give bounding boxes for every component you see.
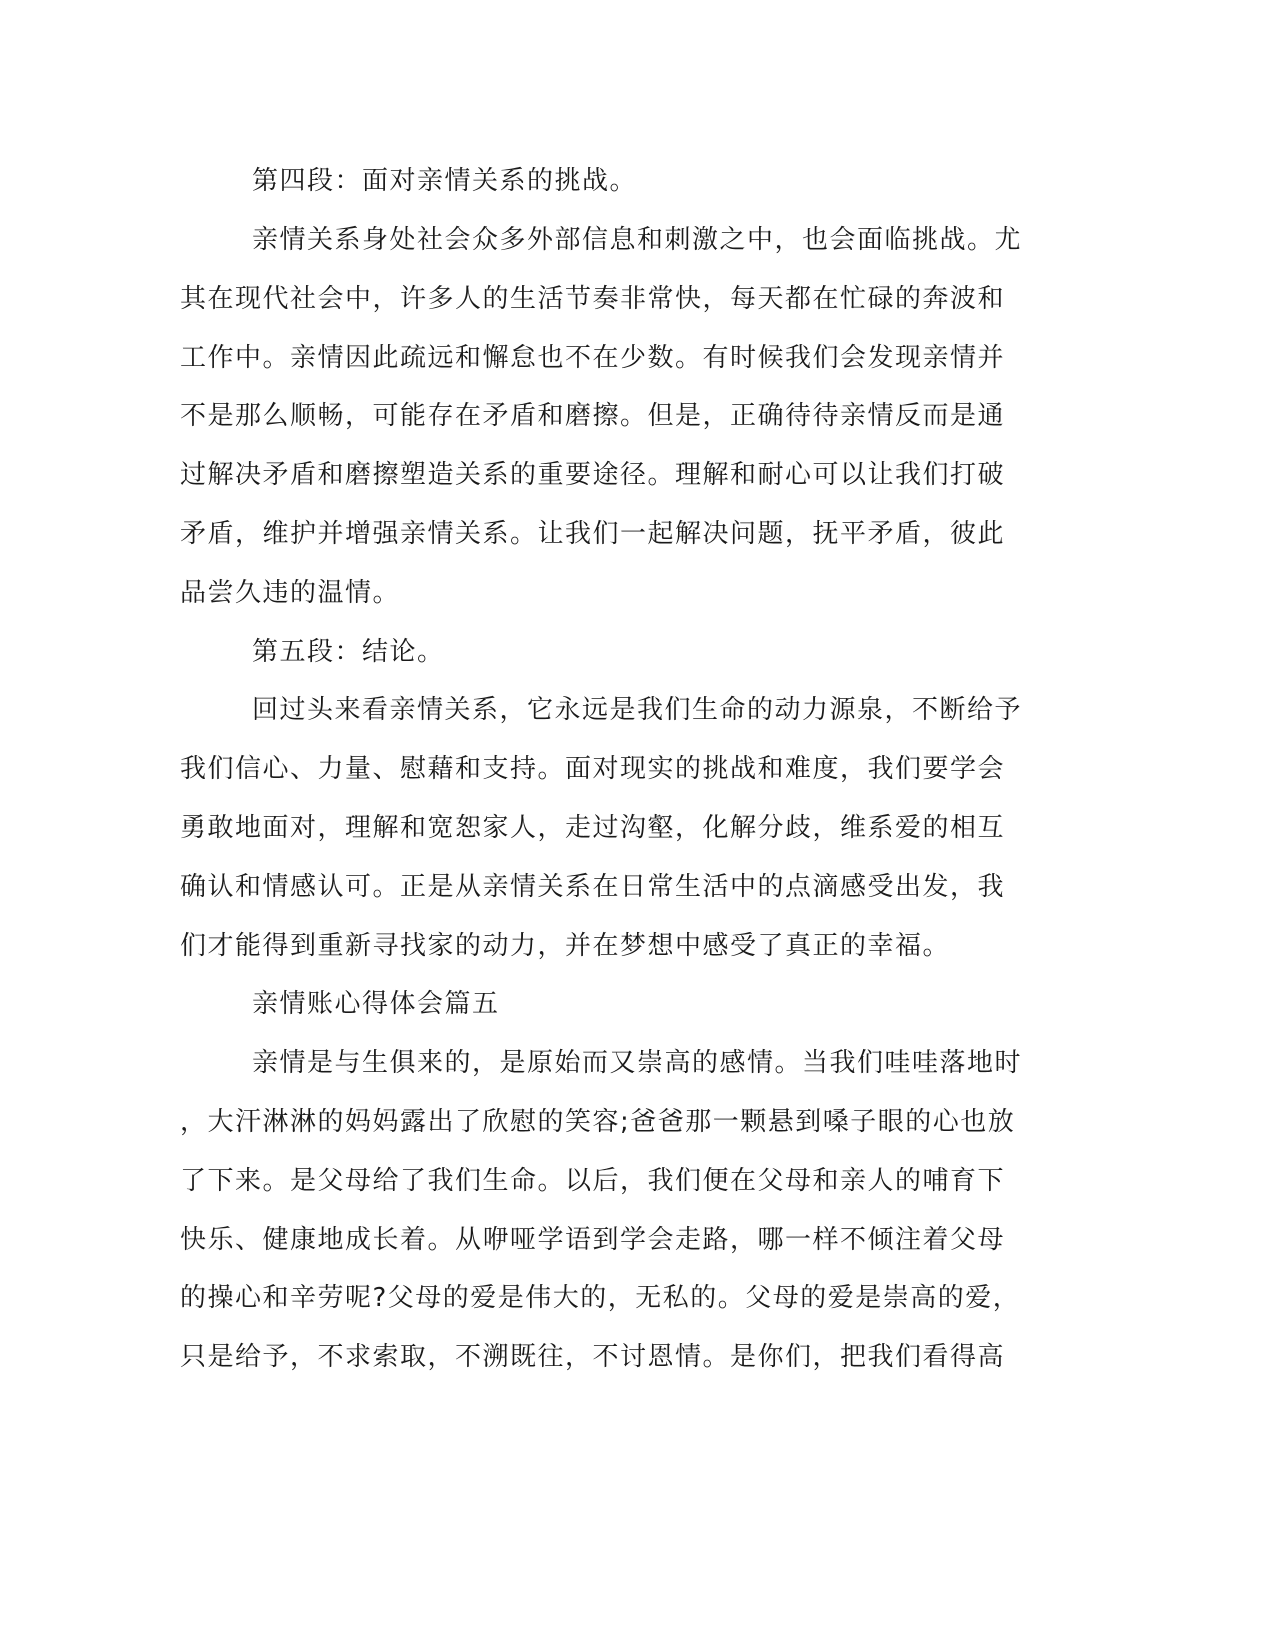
paragraph-line: 确认和情感认可。正是从亲情关系在日常生活中的点滴感受出发，我 <box>180 872 1006 902</box>
paragraph-line: 我们信心、力量、慰藉和支持。面对现实的挑战和难度，我们要学会 <box>180 754 1006 784</box>
section-heading-5: 第五段：结论。 <box>252 637 445 667</box>
paragraph-line: 矛盾，维护并增强亲情关系。让我们一起解决问题，抚平矛盾，彼此 <box>180 519 1006 549</box>
paragraph-line: 回过头来看亲情关系，它永远是我们生命的动力源泉，不断给予 <box>252 695 1023 725</box>
paragraph-line: 的操心和辛劳呢?父母的爱是伟大的，无私的。父母的爱是崇高的爱， <box>180 1283 1021 1313</box>
paragraph-line: 工作中。亲情因此疏远和懈怠也不在少数。有时候我们会发现亲情并 <box>180 343 1006 373</box>
paragraph-line: 亲情是与生俱来的，是原始而又崇高的感情。当我们哇哇落地时 <box>252 1048 1023 1078</box>
paragraph-line: 只是给予，不求索取，不溯既往，不讨恩情。是你们，把我们看得高 <box>180 1342 1006 1372</box>
paragraph-line: 不是那么顺畅，可能存在矛盾和磨擦。但是，正确待待亲情反而是通 <box>180 401 1006 431</box>
paragraph-line: 其在现代社会中，许多人的生活节奏非常快，每天都在忙碌的奔波和 <box>180 284 1006 314</box>
article-title: 亲情账心得体会篇五 <box>252 989 500 1019</box>
paragraph-line: 了下来。是父母给了我们生命。以后，我们便在父母和亲人的哺育下 <box>180 1166 1006 1196</box>
paragraph-line: ，大汗淋淋的妈妈露出了欣慰的笑容;爸爸那一颗悬到嗓子眼的心也放 <box>180 1107 1016 1137</box>
paragraph-line: 过解决矛盾和磨擦塑造关系的重要途径。理解和耐心可以让我们打破 <box>180 460 1006 490</box>
paragraph-line: 勇敢地面对，理解和宽恕家人，走过沟壑，化解分歧，维系爱的相互 <box>180 813 1006 843</box>
paragraph-line: 品尝久违的温情。 <box>180 578 401 608</box>
paragraph-line: 亲情关系身处社会众多外部信息和刺激之中，也会面临挑战。尤 <box>252 225 1023 255</box>
paragraph-line: 们才能得到重新寻找家的动力，并在梦想中感受了真正的幸福。 <box>180 931 951 961</box>
section-heading-4: 第四段：面对亲情关系的挑战。 <box>252 166 638 196</box>
paragraph-line: 快乐、健康地成长着。从咿哑学语到学会走路，哪一样不倾注着父母 <box>180 1225 1006 1255</box>
